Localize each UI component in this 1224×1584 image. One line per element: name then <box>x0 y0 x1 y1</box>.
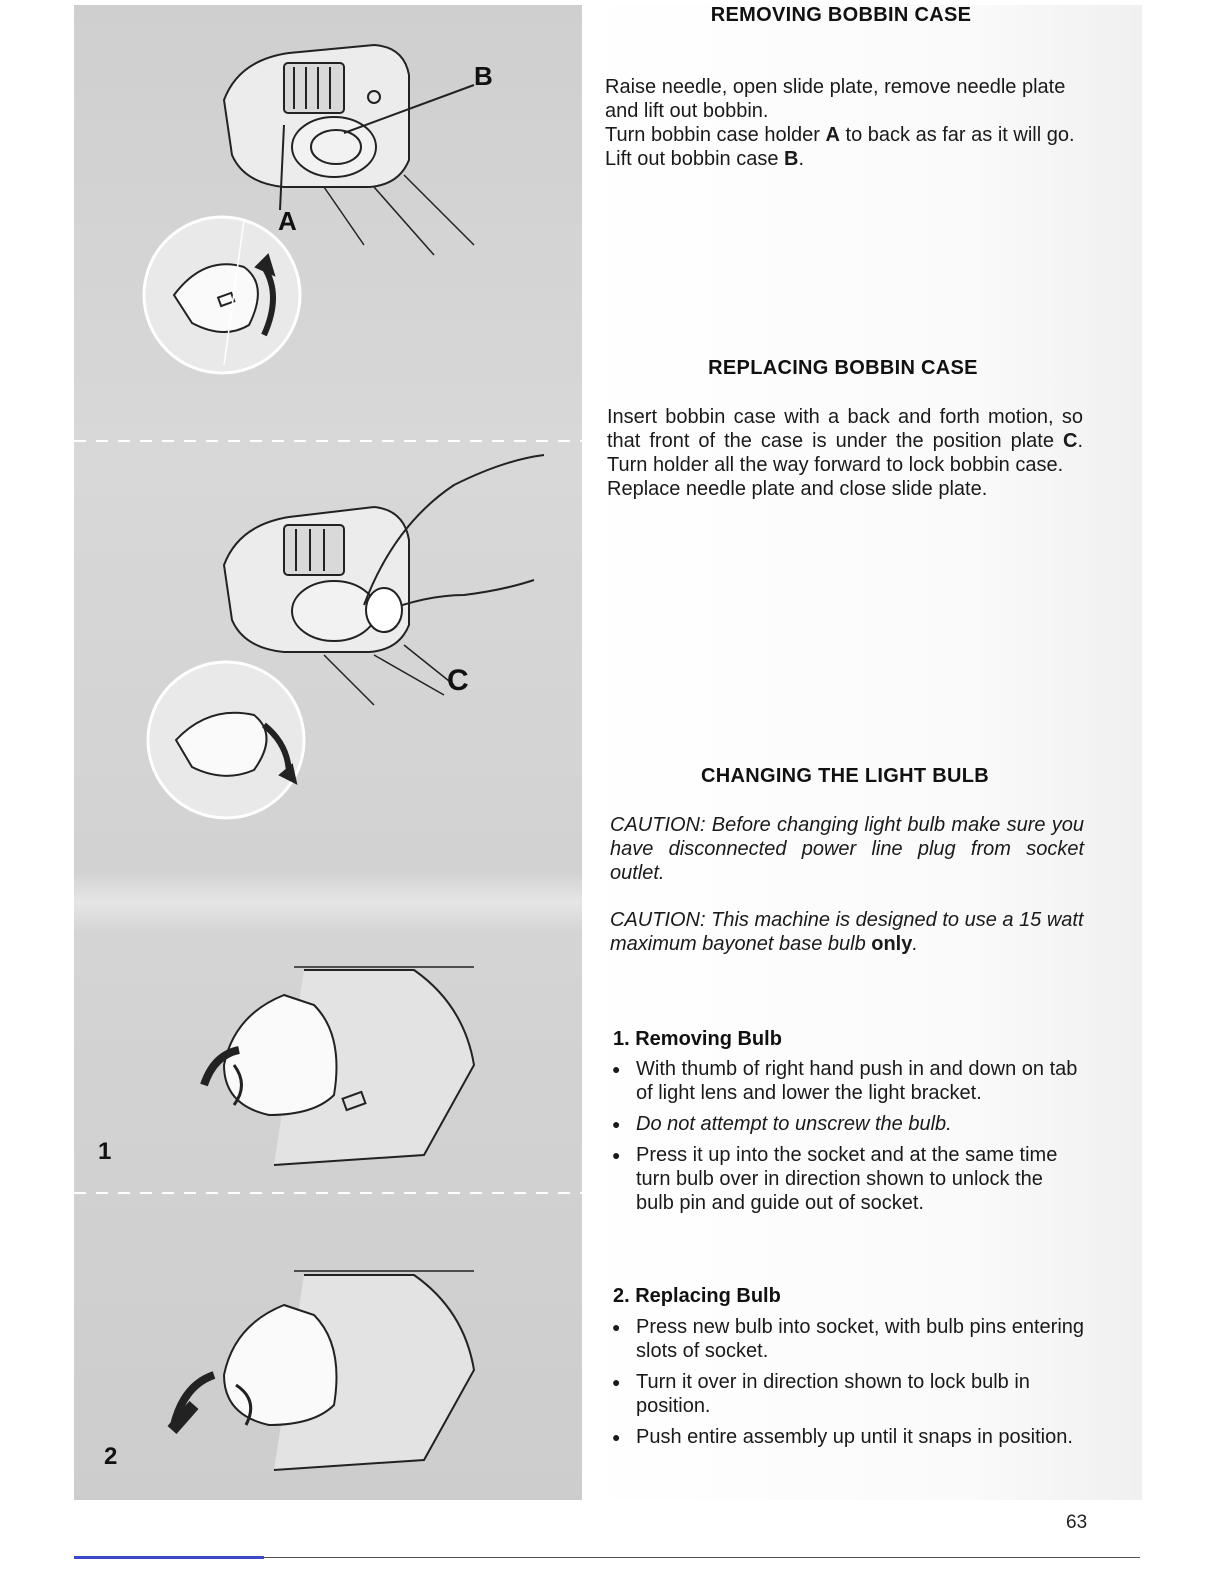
replacing-bulb-title: 2. Replacing Bulb <box>613 1285 781 1307</box>
sewing-machine-illustrations <box>74 5 582 1500</box>
removing-step-3: ● Press it up into the socket and at the same time turn bulb over in direction shown to unlock the bulb pin and guide out of socket. <box>612 1143 1086 1215</box>
removing-line-3-text: Lift out bobbin case <box>605 148 785 170</box>
removing-bulb-title: 1. Removing Bulb <box>613 1028 782 1050</box>
text-column-background <box>582 5 1142 1500</box>
removing-step-2: ● Do not attempt to unscrew the bulb. <box>612 1112 1086 1136</box>
bobbin-removal-drawing <box>144 45 474 373</box>
removing-line-1: Raise needle, open slide plate, remove needle plate and lift out bobbin. <box>605 76 1066 122</box>
caution-bulb-wattage-text: CAUTION: This machine is designed to use a 15 watt maximum bayonet base bulb <box>610 909 1084 955</box>
plate-c-ref: C <box>1062 430 1078 452</box>
bottom-rule-accent <box>74 1556 264 1559</box>
figure-number-2: 2 <box>104 1443 118 1470</box>
label-a: A <box>278 206 297 236</box>
bulb-removal-drawing <box>204 967 474 1165</box>
replacing-step-1: ● Press new bulb into socket, with bulb pins entering slots of socket. <box>612 1315 1088 1363</box>
caution-disconnect: CAUTION: Before changing light bulb make sure you have disconnected power line plug from socket outlet. <box>610 814 1084 884</box>
caution-only-emphasis: only <box>871 933 913 955</box>
page-number: 63 <box>1066 1512 1088 1533</box>
replacing-line-1 <box>607 405 1083 477</box>
removing-instructions <box>605 75 1085 171</box>
removing-step-1: ● With thumb of right hand push in and down on tab of light lens and lower the light bracket. <box>612 1057 1086 1105</box>
replacing-step-3: ● Push entire assembly up until it snaps in position. <box>612 1425 1088 1449</box>
figure-number-1: 1 <box>98 1138 112 1165</box>
replacing-step-2: ● Turn it over in direction shown to lock bulb in position. <box>612 1370 1088 1418</box>
bobbin-replace-drawing <box>148 455 544 818</box>
heading-changing-light-bulb: CHANGING THE LIGHT BULB <box>701 765 989 787</box>
heading-replacing-bobbin-case: REPLACING BOBBIN CASE <box>708 357 978 379</box>
caution-bulb-wattage-end: . <box>912 933 918 955</box>
label-b: B <box>474 61 493 91</box>
bulb-replace-drawing <box>172 1271 474 1470</box>
replacing-line-1-text: Insert bobbin case with a back and forth motion, so that front of the case is under the position plate <box>607 406 1083 452</box>
replacing-bulb-steps <box>612 1315 1088 1456</box>
removing-bulb-steps <box>612 1057 1086 1222</box>
replacing-line-1-end: . Turn holder all the way forward to lock bobbin case. <box>607 430 1083 476</box>
replacing-line-2: Replace needle plate and close slide plate. <box>607 478 988 500</box>
removing-line-2-text-end: to back as far as it will go. <box>839 124 1075 146</box>
replacing-instructions <box>607 405 1083 501</box>
removing-line-2 <box>605 123 1085 147</box>
removing-line-2-text: Turn bobbin case holder <box>605 124 826 146</box>
caution-bulb-wattage <box>610 908 1084 956</box>
removing-line-3-end: . <box>798 148 805 170</box>
label-c: C <box>447 664 469 697</box>
heading-removing-bobbin-case: REMOVING BOBBIN CASE <box>710 4 972 26</box>
holder-a-ref: A <box>825 124 840 146</box>
case-b-ref: B <box>784 148 799 170</box>
removing-line-3 <box>605 147 1085 171</box>
